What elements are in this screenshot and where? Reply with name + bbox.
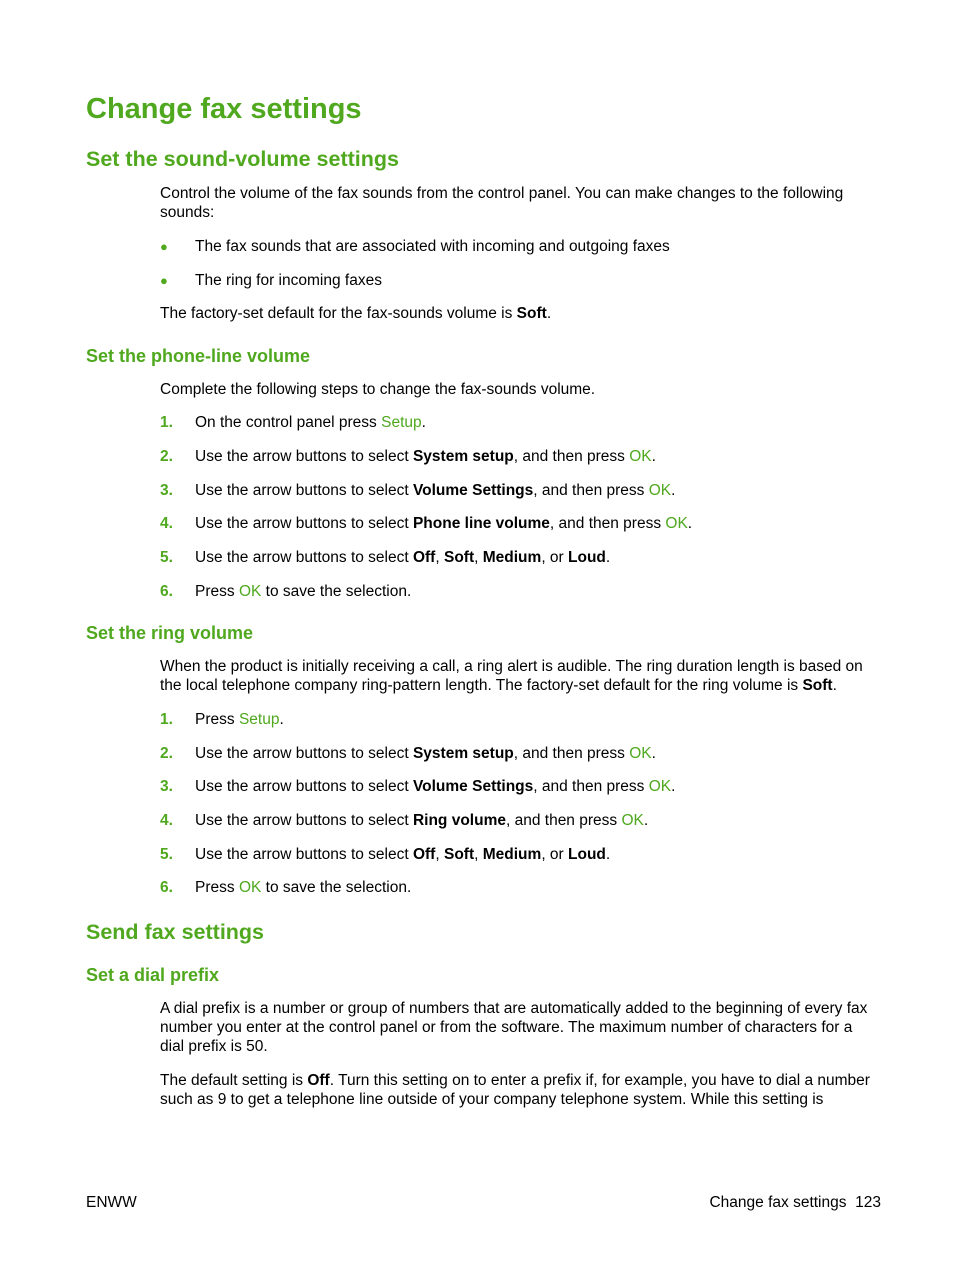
- subsection-heading-dial-prefix: Set a dial prefix: [86, 965, 220, 985]
- sound-default-text: The factory-set default for the fax-sounds volume is Soft.: [160, 305, 552, 322]
- footer-left: ENWW: [86, 1194, 137, 1211]
- bullet-icon: ●: [160, 273, 168, 288]
- section-heading-sound-volume: Set the sound-volume settings: [86, 147, 399, 171]
- section-heading-send-fax: Send fax settings: [86, 920, 265, 944]
- sound-volume-intro: Control the volume of the fax sounds from the control panel. You can make changes to the following sounds:: [160, 185, 844, 221]
- page-number: 123: [855, 1194, 881, 1211]
- dial-prefix-paragraph-1: A dial prefix is a number or group of numbers that are automatically added to the beginning of every fax number you enter at the control panel or from the software. The maximum number of characters for a dial prefix is 50.: [160, 1000, 868, 1055]
- page-title: Change fax settings: [86, 93, 362, 125]
- subsection-heading-ring-volume: Set the ring volume: [86, 623, 254, 643]
- bullet-icon: ●: [160, 239, 168, 254]
- footer-right: [709, 1193, 881, 1212]
- footer-section-title: Change fax settings: [709, 1194, 847, 1211]
- dial-prefix-paragraph-2: The default setting is Off. Turn this setting on to enter a prefix if, for example, you have to dial a number such as 9 to get a telephone line outside of your company telephone system. While this setting is: [160, 1072, 870, 1108]
- subsection-heading-phone-line: Set the phone-line volume: [86, 346, 311, 366]
- ring-intro: When the product is initially receiving a call, a ring alert is audible. The ring duration length is based on the local telephone company ring-pattern length. The factory-set default for the ring volume is Soft.: [160, 658, 863, 694]
- phone-line-intro: Complete the following steps to change the fax-sounds volume.: [160, 381, 596, 398]
